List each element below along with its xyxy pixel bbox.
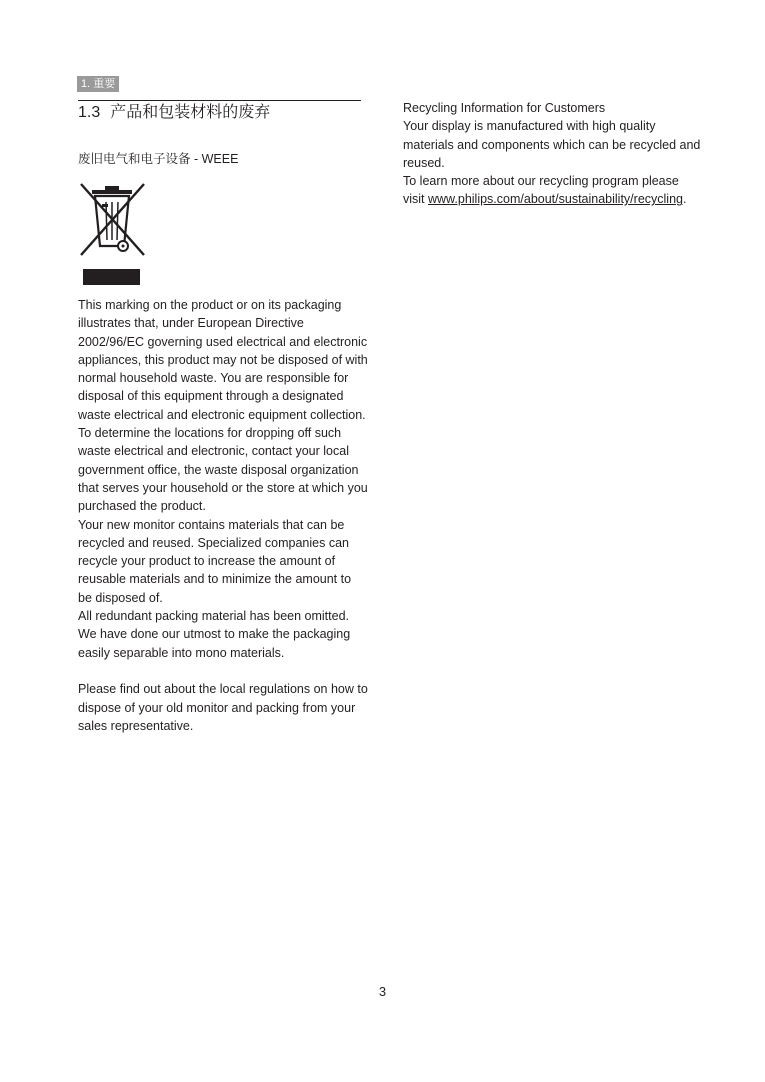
section-title-text: 产品和包装材料的废弃 [110, 104, 271, 121]
weee-paragraph-3: All redundant packing material has been omitted. We have done our utmost to make the packaging easily separable into mono materials. [78, 609, 351, 660]
weee-body-text [78, 296, 368, 735]
section-title [78, 100, 361, 123]
recycling-visit-text: To learn more about our recycling program please visit [403, 174, 679, 207]
page-number: 3 [378, 984, 387, 999]
recycling-link-period: . [682, 192, 687, 207]
weee-paragraph-4: Please find out about the local regulations on how to dispose of your old monitor and packing from your sales representative. [78, 682, 368, 733]
weee-subheading: 废旧电气和电子设备 - WEEE [78, 152, 239, 166]
recycling-paragraph-1: Your display is manufactured with high quality materials and components which can be recycled and reused. [403, 119, 701, 170]
section-number: 1.3 [78, 104, 101, 121]
paragraph-gap [78, 662, 368, 680]
recycling-paragraph-2 [403, 172, 703, 209]
chapter-tab: 1. 重要 [77, 76, 119, 92]
crossed-out-wheeled-bin-icon [78, 180, 146, 287]
weee-paragraph-1: This marking on the product or on its packaging illustrates that, under European Directive 2002/96/EC governing used electrical and electronic appliances, this product may not be disposed of with normal household waste. You are responsible for disposal of this equipment through a designated waste electrical and electronic equipment collection. To determine the locations for dropping off such waste electrical and electronic, contact your local government office, the waste disposal organization that serves your household or the store at which you purchased the product. [78, 298, 368, 514]
recycling-info [403, 99, 703, 209]
weee-paragraph-2: Your new monitor contains materials that can be recycled and reused. Specialized companies can recycle your product to increase the amount of reusable materials and to minimize the amount to be disposed of. [78, 517, 352, 605]
recycling-link[interactable]: www.philips.com/about/sustainability/recycling [428, 192, 683, 207]
recycling-heading: Recycling Information for Customers [403, 101, 606, 115]
